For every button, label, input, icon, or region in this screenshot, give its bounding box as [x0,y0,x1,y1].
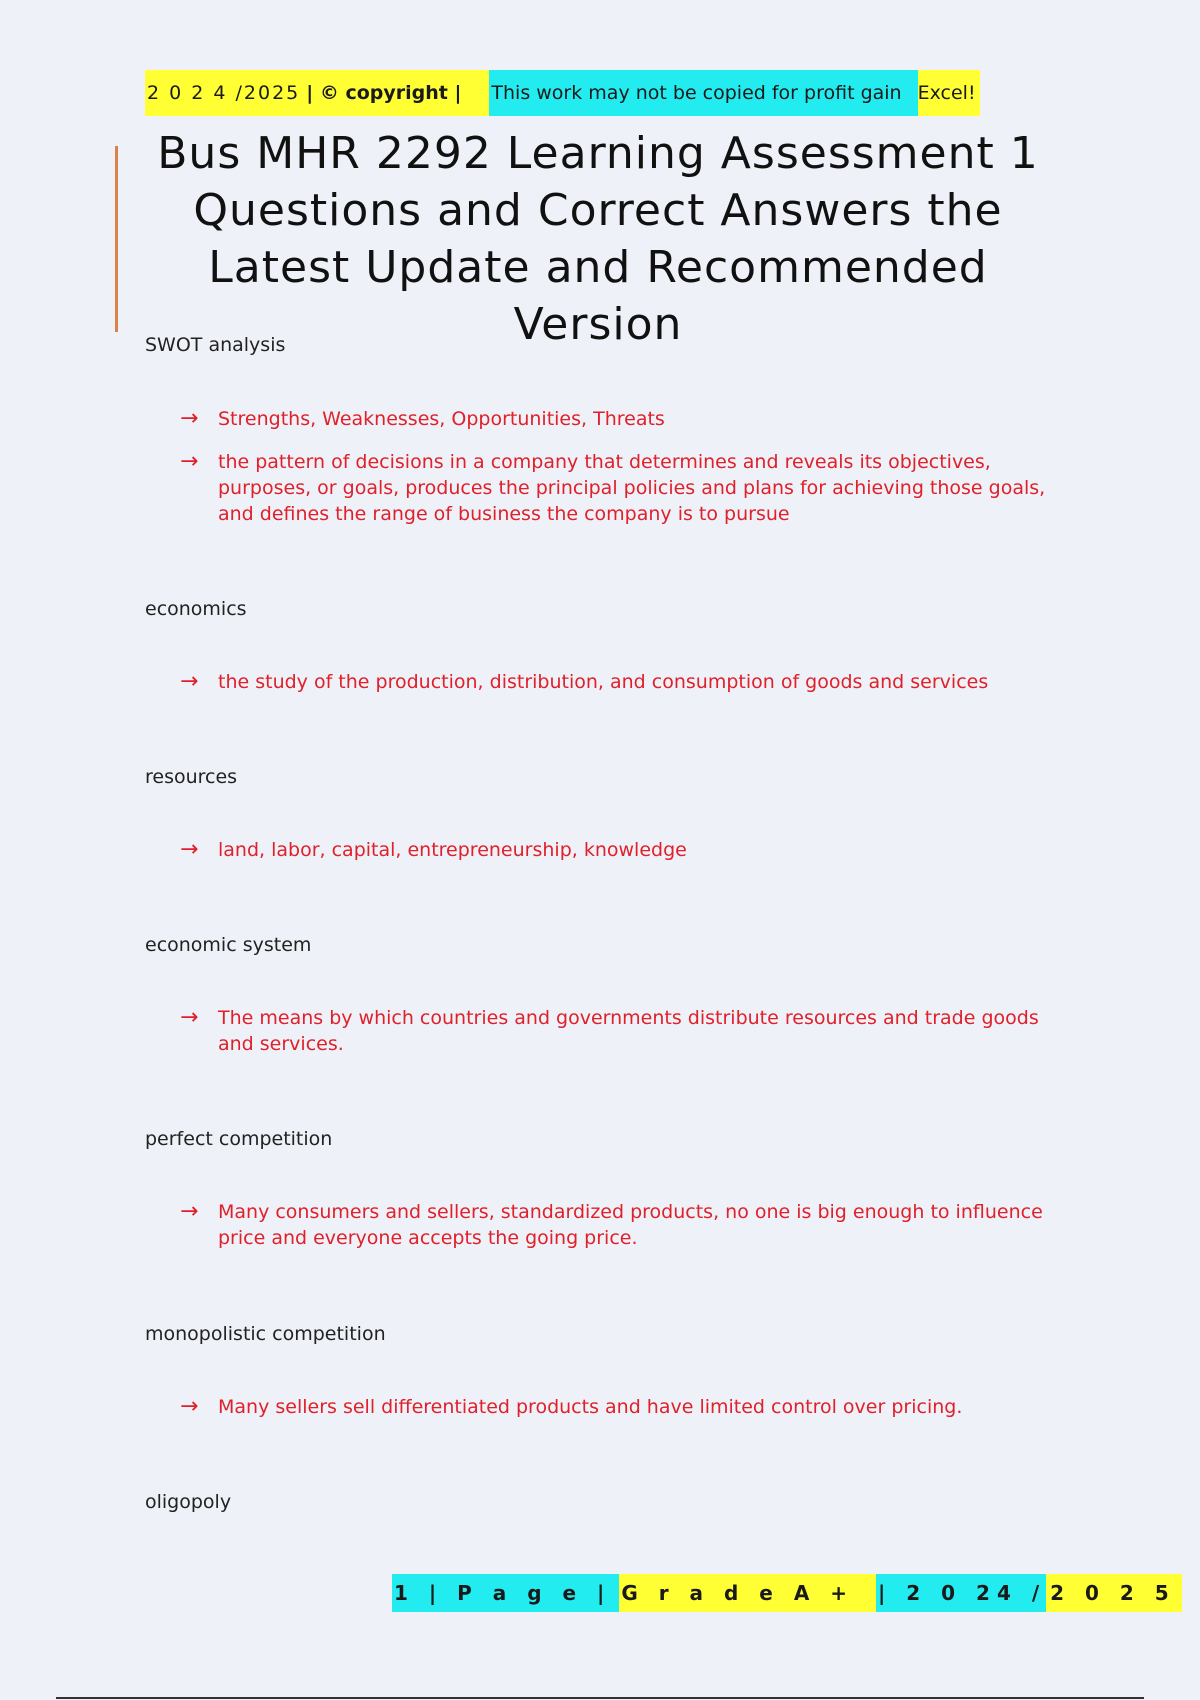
term-oligopoly: oligopoly [145,1491,232,1513]
term-economic-system: economic system [145,934,312,956]
footer-year-start: | 2 0 24 / [876,1574,1046,1612]
definition-text: Strengths, Weaknesses, Opportunities, Threats [218,408,665,430]
definition-item [180,1394,1060,1420]
term-economics: economics [145,598,247,620]
definition-item [180,1199,1060,1251]
right-arrow-icon: → [180,1394,199,1419]
footer-grade: G r a d e A + [619,1574,876,1612]
term-swot-analysis: SWOT analysis [145,334,286,356]
footer-year-end: 2 0 2 5 [1046,1574,1182,1612]
header-year: 2 0 2 4 /2025 [145,70,300,116]
definition-item [180,449,1060,527]
right-arrow-icon: → [180,449,199,474]
term-monopolistic-competition: monopolistic competition [145,1323,386,1345]
term-resources: resources [145,766,238,788]
definition-item [180,669,1060,695]
footer-page-number: 1 | P a g e | [392,1574,619,1612]
bottom-divider [56,1697,1144,1699]
definition-text: the study of the production, distribution, and consumption of goods and services [218,671,989,693]
header-excel: Excel! [918,70,980,116]
header-notice: This work may not be copied for profit gain [489,70,917,116]
right-arrow-icon: → [180,406,199,431]
term-perfect-competition: perfect competition [145,1128,333,1150]
definition-text: The means by which countries and governments distribute resources and trade goods and services. [218,1007,1039,1055]
definition-item [180,837,1060,863]
definition-text: land, labor, capital, entrepreneurship, knowledge [218,839,687,861]
definition-item [180,406,1060,432]
header-copyright: | © copyright | [300,70,489,116]
right-arrow-icon: → [180,669,199,694]
right-arrow-icon: → [180,1199,199,1224]
right-arrow-icon: → [180,1005,199,1030]
page-footer [392,1574,1182,1612]
copyright-header [145,70,980,116]
definition-text: the pattern of decisions in a company that determines and reveals its objectives, purposes, or goals, produces the principal policies and plans for achieving those goals, and defines the range of business the company is to pursue [218,451,1046,525]
definition-item [180,1005,1060,1057]
right-arrow-icon: → [180,837,199,862]
definition-text: Many consumers and sellers, standardized products, no one is big enough to influence price and everyone accepts the going price. [218,1201,1043,1249]
definition-text: Many sellers sell differentiated products and have limited control over pricing. [218,1396,963,1418]
document-title: Bus MHR 2292 Learning Assessment 1 Questions and Correct Answers the Latest Update and Recommended Version [157,128,1039,350]
